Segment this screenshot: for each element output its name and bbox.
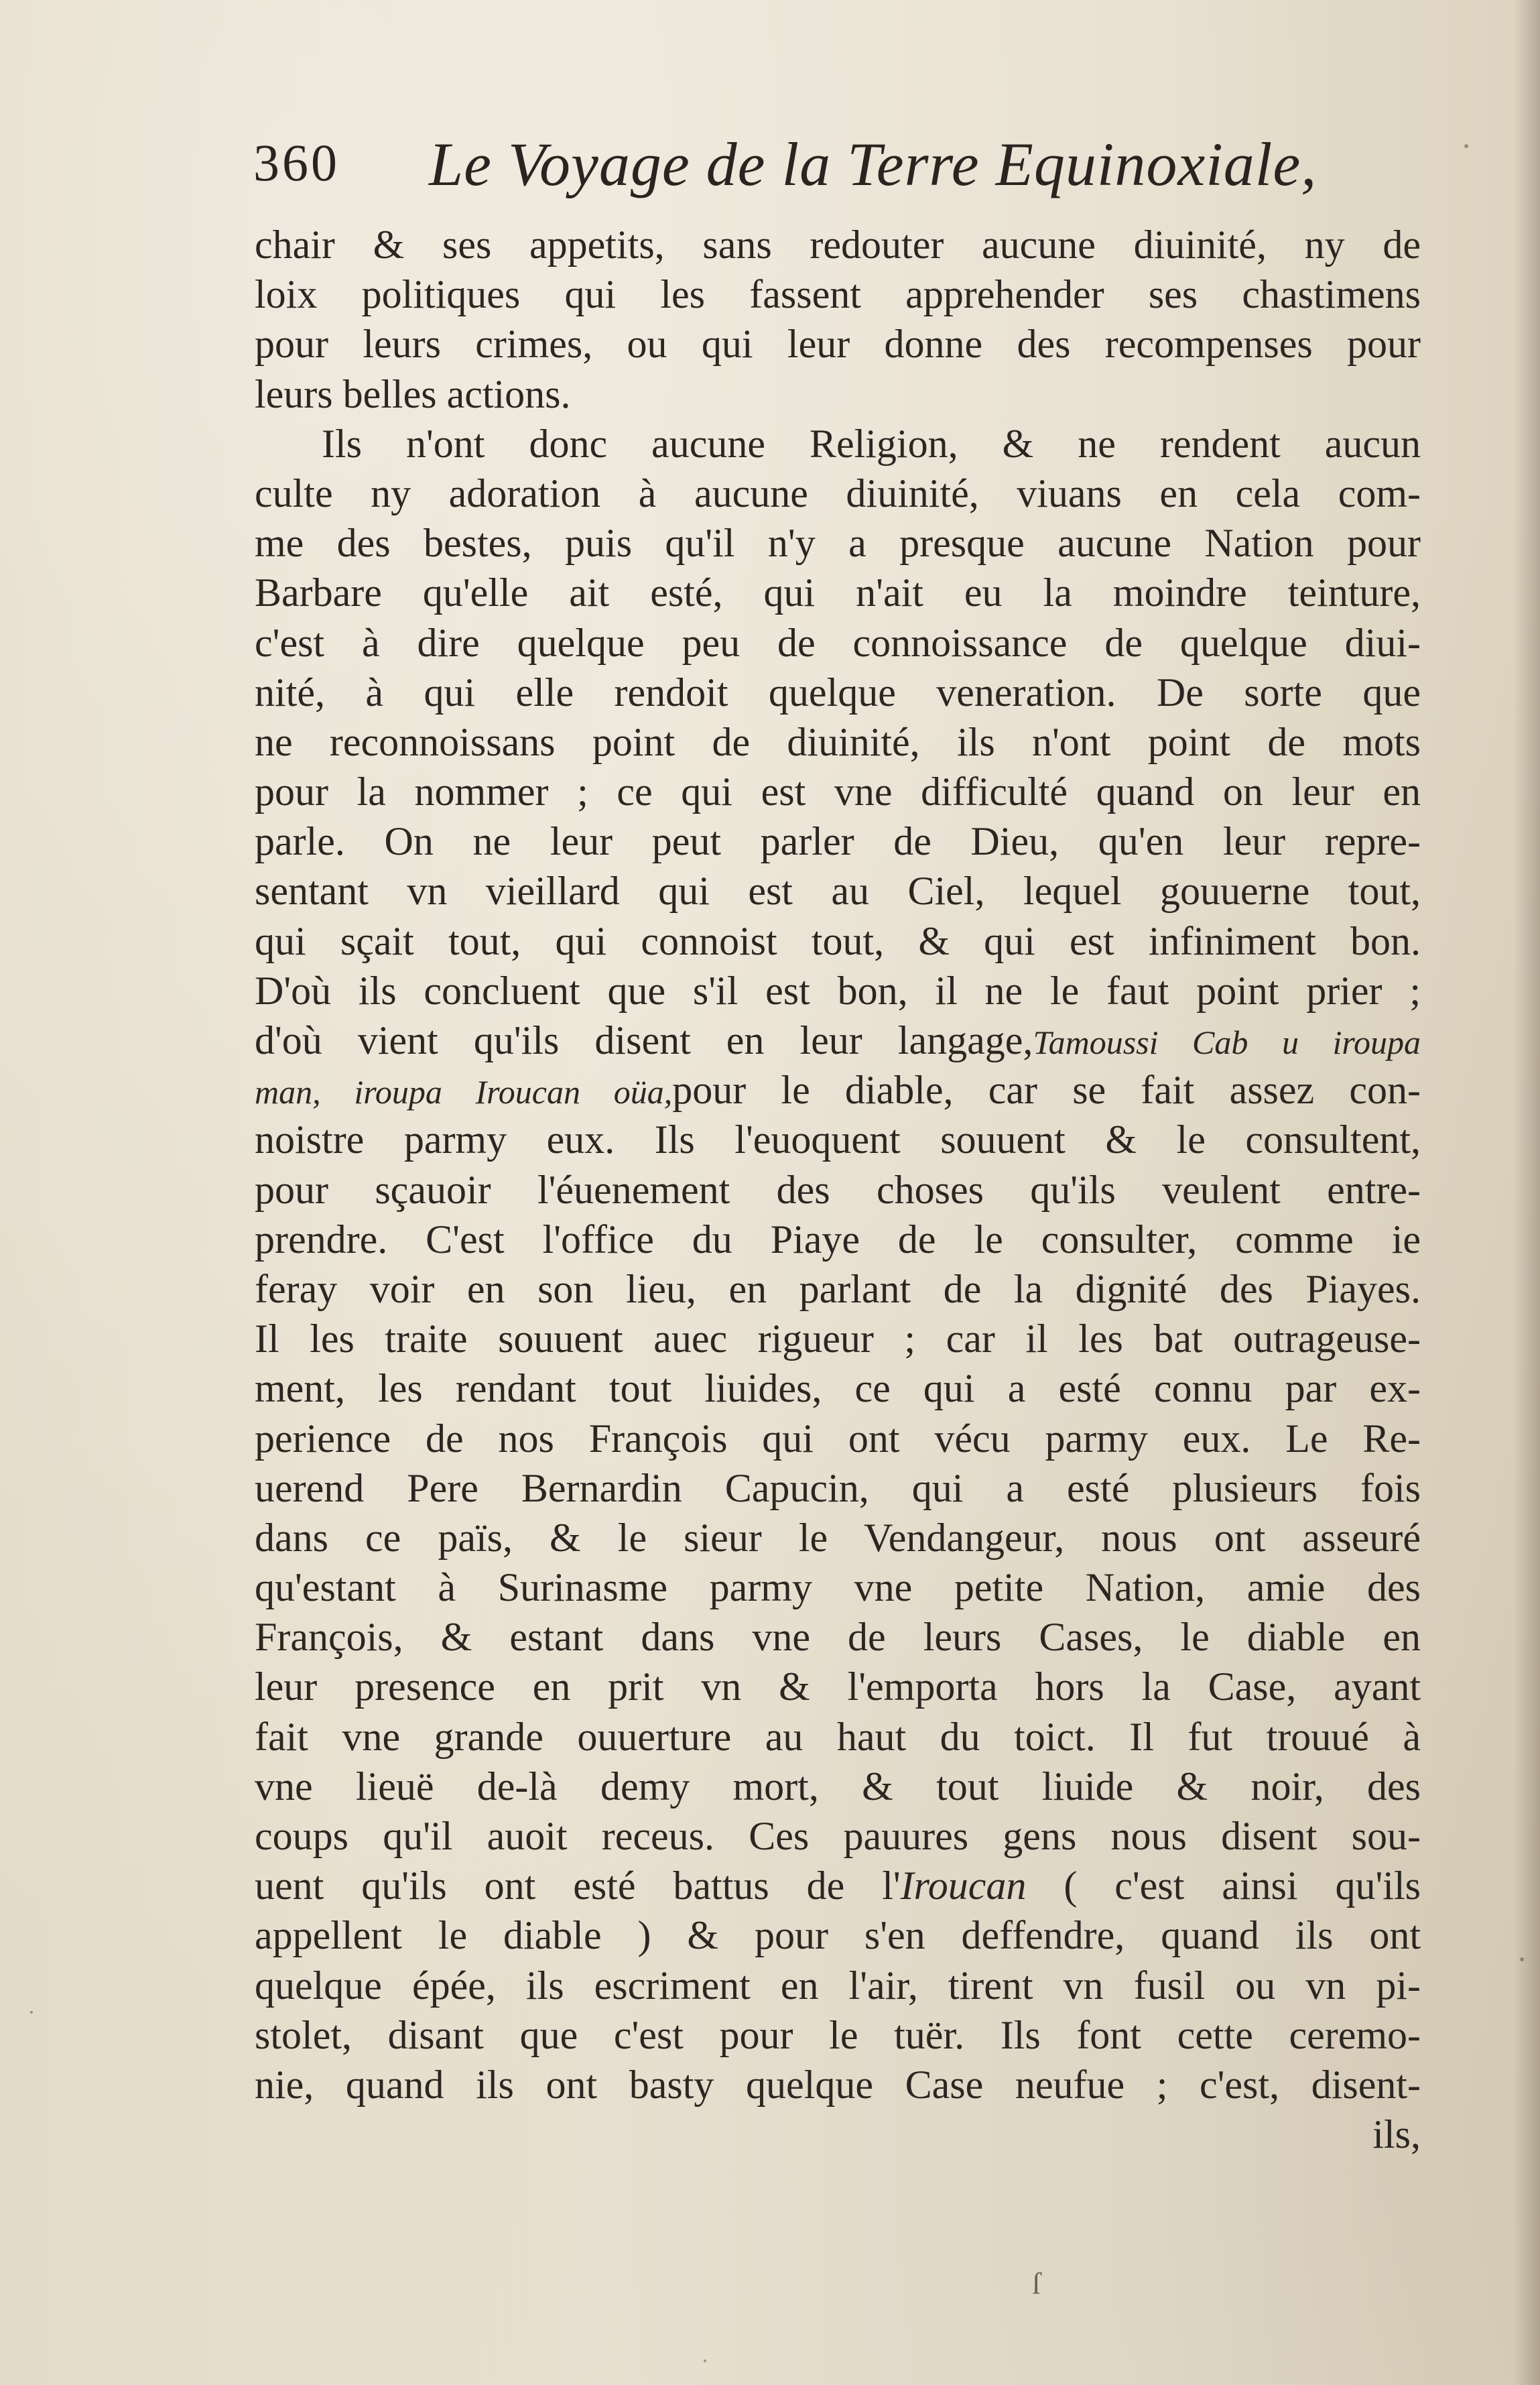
body-text <box>255 220 1421 2159</box>
line-tail: ( c'est ainsi qu'ils <box>1026 1863 1421 1908</box>
text-line: qui sçait tout, qui connoist tout, & qui est infiniment bon. <box>255 918 1421 963</box>
text-line: leurs belles actions. <box>255 371 571 416</box>
page-edge-shadow <box>1513 0 1540 2385</box>
text-line: pour leurs crimes, ou qui leur donne des recompenses pour <box>255 322 1421 367</box>
text-line: Barbare qu'elle ait esté, qui n'ait eu la moindre teinture, <box>255 570 1421 615</box>
text-line-with-italic-name <box>255 1861 1421 1910</box>
quote-continuation: pour le diable, car se fait assez con- <box>672 1068 1421 1113</box>
native-phrase-part-2: man, iroupa Iroucan oüa, <box>255 1073 673 1111</box>
text-line: ne reconnoissans point de diuinité, ils n'ont point de mots <box>255 719 1421 764</box>
running-title: Le Voyage de la Terre Equinoxiale, <box>429 130 1318 198</box>
paper-speck <box>704 2360 706 2362</box>
text-line: D'où ils concluent que s'il est bon, il ne le faut point prier ; <box>255 968 1421 1013</box>
text-line: leur presence en prit vn & l'emporta hors la Case, ayant <box>255 1664 1421 1709</box>
text-line: feray voir en son lieu, en parlant de la dignité des Piayes. <box>255 1266 1421 1311</box>
text-line: stolet, disant que c'est pour le tuër. Ils font cette ceremo- <box>255 2012 1421 2057</box>
text-line: parle. On ne leur peut parler de Dieu, qu'en leur repre- <box>255 819 1421 864</box>
page-number: 360 <box>253 133 340 192</box>
line-lead: uent qu'ils ont esté battus de l' <box>255 1863 901 1908</box>
iroucan-name: Iroucan <box>900 1863 1027 1908</box>
text-line: culte ny adoration à aucune diuinité, viuans en cela com- <box>255 471 1421 515</box>
signature-mark: ſ <box>1032 2266 1041 2301</box>
text-line: qu'estant à Surinasme parmy vne petite Nation, amie des <box>255 1565 1421 1610</box>
text-line: perience de nos François qui ont vécu parmy eux. Le Re- <box>255 1416 1421 1461</box>
text-line: loix politiques qui les fassent apprehender ses chastimens <box>255 272 1421 317</box>
text-line: pour la nommer ; ce qui est vne difficulté quand on leur en <box>255 770 1421 814</box>
paper-speck <box>1464 144 1468 148</box>
text-line: François, & estant dans vne de leurs Cases, le diable en <box>255 1615 1421 1660</box>
text-line: noistre parmy eux. Ils l'euoquent souuent & le consultent, <box>255 1117 1421 1162</box>
text-line: nité, à qui elle rendoit quelque veneration. De sorte que <box>255 670 1421 715</box>
text-line: fait vne grande ouuerture au haut du toict. Il fut trouué à <box>255 1714 1421 1759</box>
paper-speck <box>30 2011 33 2014</box>
text-line: Il les traite souuent auec rigueur ; car il les bat outrageuse- <box>255 1317 1421 1361</box>
text-line: quelque épée, ils escriment en l'air, tirent vn fusil ou vn pi- <box>255 1963 1421 2008</box>
text-line: dans ce païs, & le sieur le Vendangeur, nous ont asseuré <box>255 1515 1421 1560</box>
text-line: nie, quand ils ont basty quelque Case neufue ; c'est, disent- <box>255 2062 1421 2107</box>
quote-lead-in: d'où vient qu'ils disent en leur langage, <box>255 1018 1033 1062</box>
native-phrase-part-1: Tamoussi Cab u iroupa <box>1033 1024 1421 1061</box>
text-line: appellent le diable ) & pour s'en deffendre, quand ils ont <box>255 1913 1421 1958</box>
text-line: ment, les rendant tout liuides, ce qui a esté connu par ex- <box>255 1366 1421 1411</box>
text-line: me des bestes, puis qu'il n'y a presque aucune Nation pour <box>255 521 1421 566</box>
paper-speck <box>1520 1957 1524 1961</box>
text-line: uerend Pere Bernardin Capucin, qui a esté plusieurs fois <box>255 1465 1421 1510</box>
text-line: sentant vn vieillard qui est au Ciel, lequel gouuerne tout, <box>255 869 1421 914</box>
text-line: pour sçauoir l'éuenement des choses qu'ils veulent entre- <box>255 1167 1421 1212</box>
text-line-with-native-quote <box>255 1016 1421 1065</box>
text-line: coups qu'il auoit receus. Ces pauures gens nous disent sou- <box>255 1814 1421 1858</box>
text-line: vne lieuë de-là demy mort, & tout liuide & noir, des <box>255 1764 1421 1809</box>
text-line-with-native-quote <box>255 1065 1421 1115</box>
catchword: ils, <box>1372 2112 1421 2157</box>
page-header <box>241 114 1327 208</box>
paragraph-start-line: Ils n'ont donc aucune Religion, & ne rendent aucun <box>322 421 1421 466</box>
text-line: chair & ses appetits, sans redouter aucune diuinité, ny de <box>255 223 1421 267</box>
text-line: prendre. C'est l'office du Piaye de le consulter, comme ie <box>255 1217 1421 1262</box>
text-line: c'est à dire quelque peu de connoissance de quelque diui- <box>255 620 1421 665</box>
